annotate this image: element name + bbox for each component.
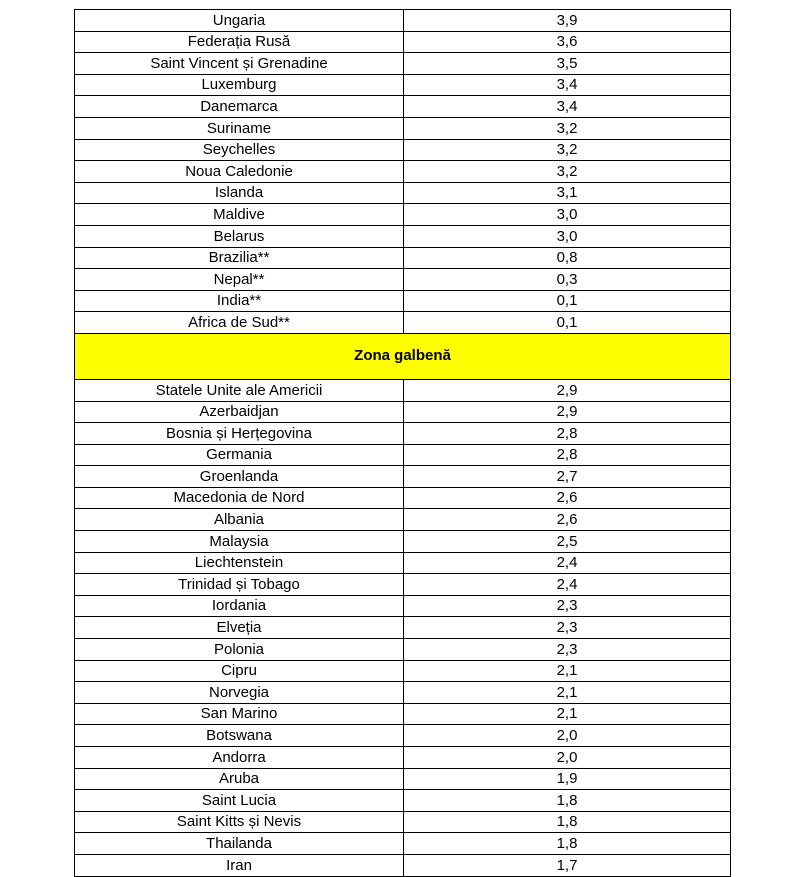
country-cell: Statele Unite ale Americii [75,379,404,401]
value-cell: 3,4 [404,96,731,118]
value-cell: 3,0 [404,225,731,247]
table-row [75,617,731,639]
value-cell: 2,9 [404,401,731,423]
country-cell: Germania [75,444,404,466]
country-cell: Saint Kitts și Nevis [75,811,404,833]
value-cell: 0,8 [404,247,731,269]
country-cell: Malaysia [75,531,404,553]
table-row [75,269,731,291]
table-row [75,660,731,682]
country-cell: Luxemburg [75,74,404,96]
country-cell: Norvegia [75,682,404,704]
country-cell: Azerbaidjan [75,401,404,423]
value-cell: 3,2 [404,161,731,183]
table-row [75,401,731,423]
value-cell: 2,1 [404,682,731,704]
table-row [75,833,731,855]
country-cell: Liechtenstein [75,552,404,574]
table-row [75,53,731,75]
value-cell: 3,1 [404,182,731,204]
country-cell: Ungaria [75,10,404,32]
table-row [75,117,731,139]
value-cell: 3,0 [404,204,731,226]
table-row [75,444,731,466]
country-cell: Trinidad și Tobago [75,574,404,596]
value-cell: 2,7 [404,466,731,488]
table-row [75,790,731,812]
country-cell: Belarus [75,225,404,247]
table-row [75,290,731,312]
table-row [75,595,731,617]
table-row [75,768,731,790]
value-cell: 0,1 [404,290,731,312]
value-cell: 2,5 [404,531,731,553]
value-cell: 0,1 [404,312,731,334]
value-cell: 3,2 [404,139,731,161]
value-cell: 2,6 [404,487,731,509]
table-row [75,225,731,247]
country-cell: Elveția [75,617,404,639]
value-cell: 2,0 [404,747,731,769]
country-cell: Maldive [75,204,404,226]
table-row [75,747,731,769]
country-cell: Saint Lucia [75,790,404,812]
value-cell: 2,3 [404,639,731,661]
value-cell: 2,0 [404,725,731,747]
table-row [75,682,731,704]
value-cell: 0,3 [404,269,731,291]
country-cell: San Marino [75,703,404,725]
country-cell: Cipru [75,660,404,682]
country-cell: Andorra [75,747,404,769]
value-cell: 3,6 [404,31,731,53]
country-cell: Iordania [75,595,404,617]
table-row [75,811,731,833]
value-cell: 2,1 [404,703,731,725]
value-cell: 1,8 [404,790,731,812]
country-cell: Brazilia** [75,247,404,269]
country-cell: Seychelles [75,139,404,161]
table-row [75,854,731,876]
country-cell: Noua Caledonie [75,161,404,183]
country-cell: Africa de Sud** [75,312,404,334]
table-row [75,509,731,531]
value-cell: 3,4 [404,74,731,96]
table-row [75,703,731,725]
table-row [75,96,731,118]
value-cell: 2,4 [404,574,731,596]
table-row [75,552,731,574]
country-cell: Thailanda [75,833,404,855]
country-cell: Federația Rusă [75,31,404,53]
table-row [75,182,731,204]
table-row [75,312,731,334]
incidence-table [74,9,731,877]
value-cell: 2,3 [404,595,731,617]
value-cell: 2,9 [404,379,731,401]
table-row [75,10,731,32]
country-cell: Nepal** [75,269,404,291]
table-row [75,161,731,183]
country-cell: Saint Vincent și Grenadine [75,53,404,75]
country-cell: Islanda [75,182,404,204]
value-cell: 2,4 [404,552,731,574]
value-cell: 3,5 [404,53,731,75]
value-cell: 2,8 [404,444,731,466]
value-cell: 2,3 [404,617,731,639]
table-body [75,10,731,877]
table-row [75,466,731,488]
value-cell: 1,8 [404,811,731,833]
table-row [75,247,731,269]
country-cell: Polonia [75,639,404,661]
value-cell: 2,8 [404,423,731,445]
value-cell: 2,1 [404,660,731,682]
table-row [75,74,731,96]
value-cell: 2,6 [404,509,731,531]
table-row [75,531,731,553]
country-cell: Macedonia de Nord [75,487,404,509]
zone-header: Zona galbenă [75,333,731,379]
country-cell: Iran [75,854,404,876]
country-cell: Groenlanda [75,466,404,488]
zone-header-row [75,333,731,379]
value-cell: 3,2 [404,117,731,139]
table-row [75,423,731,445]
value-cell: 1,8 [404,833,731,855]
value-cell: 3,9 [404,10,731,32]
country-cell: Aruba [75,768,404,790]
table-row [75,574,731,596]
country-cell: India** [75,290,404,312]
country-cell: Albania [75,509,404,531]
value-cell: 1,9 [404,768,731,790]
table-row [75,31,731,53]
table-row [75,379,731,401]
country-cell: Botswana [75,725,404,747]
table-row [75,139,731,161]
table-row [75,487,731,509]
table-row [75,204,731,226]
country-cell: Suriname [75,117,404,139]
country-cell: Bosnia și Herțegovina [75,423,404,445]
table-row [75,725,731,747]
country-cell: Danemarca [75,96,404,118]
table-row [75,639,731,661]
value-cell: 1,7 [404,854,731,876]
